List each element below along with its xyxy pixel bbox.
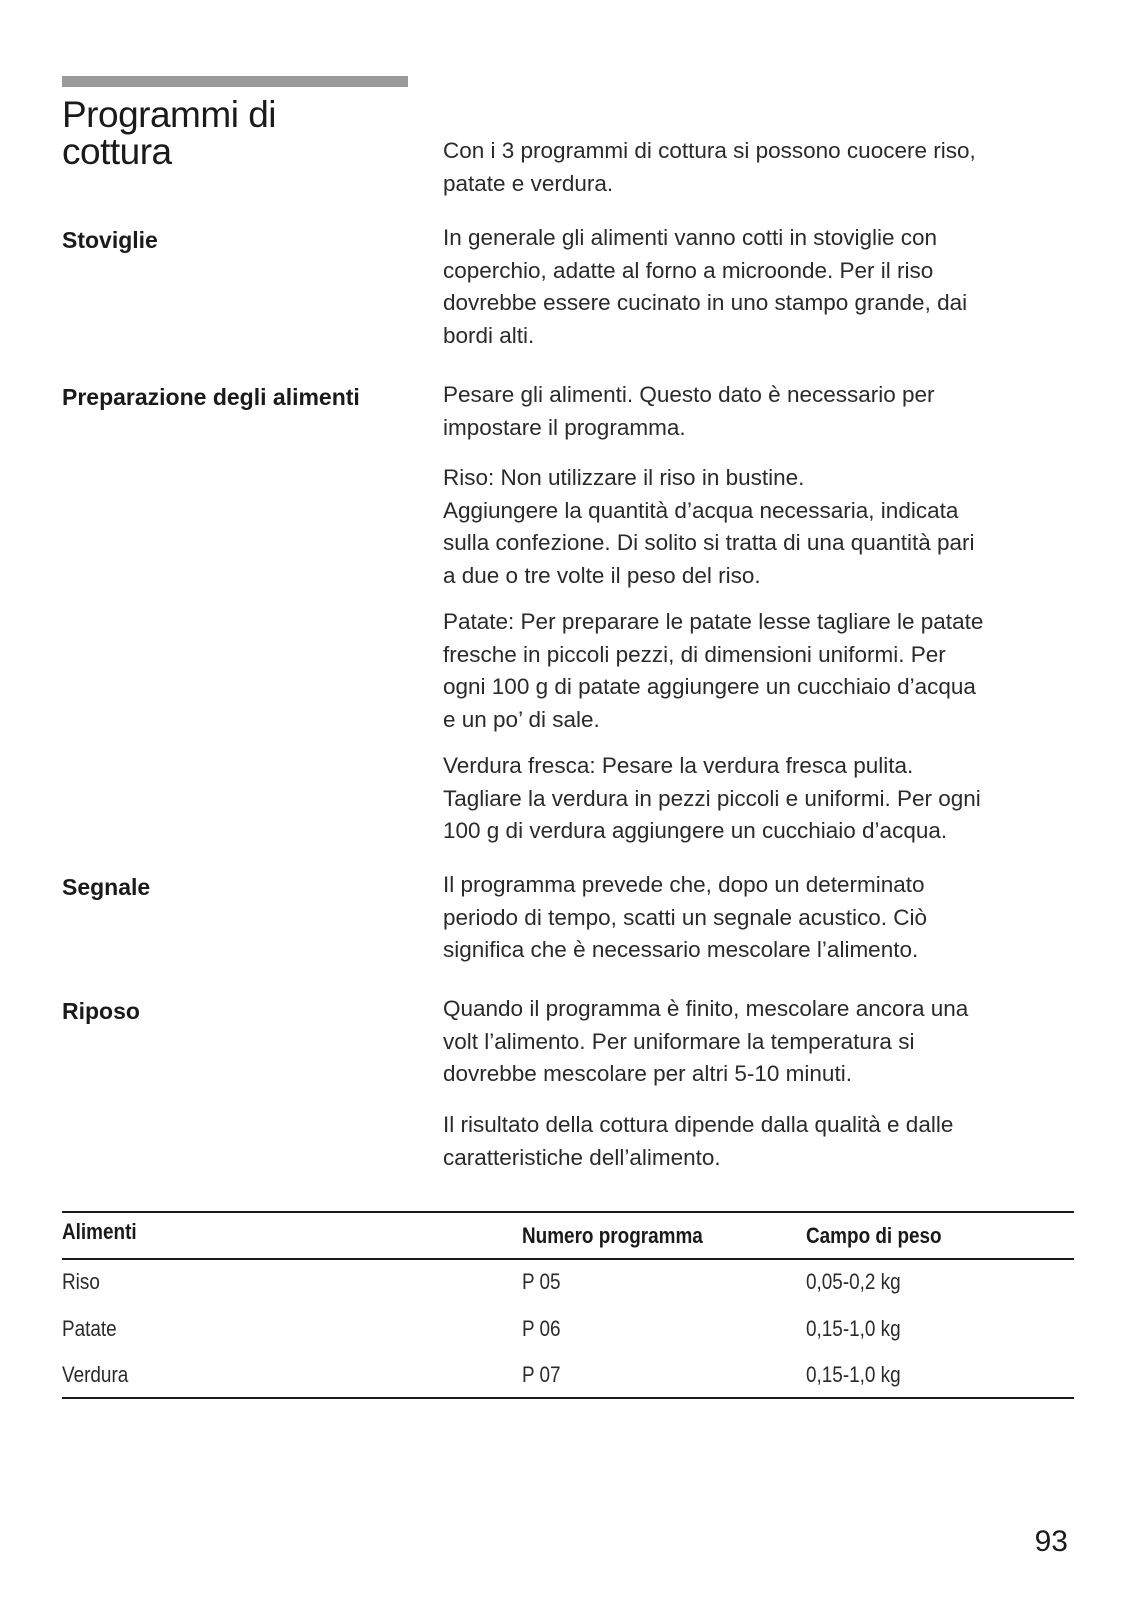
table-cell-peso: 0,05-0,2 kg (806, 1269, 901, 1294)
riposo-text-1: Quando il programma è finito, mescolare ancora una volt l’alimento. Per uniformare la temperatura si dovrebbe mescolare per altri 5-10 minuti. (443, 996, 969, 1086)
table-cell-programma: P 07 (522, 1362, 561, 1387)
riposo-text-2: Il risultato della cottura dipende dalla qualità e dalle caratteristiche dell’alimento. (443, 1112, 954, 1170)
preparazione-text-1: Pesare gli alimenti. Questo dato è necessario per impostare il programma. (443, 382, 935, 440)
label-segnale: Segnale (62, 874, 151, 900)
table-cell-programma: P 05 (522, 1269, 561, 1294)
table-cell-programma: P 06 (522, 1316, 561, 1341)
stoviglie-text: In generale gli alimenti vanno cotti in stoviglie con coperchio, adatte al forno a microonde. Per il riso dovrebbe essere cucinato in uno stampo grande, dai bordi alti. (443, 225, 968, 348)
table-cell-alimento: Patate (62, 1316, 117, 1341)
table-cell-peso: 0,15-1,0 kg (806, 1316, 901, 1341)
table-top-rule (62, 1211, 1074, 1213)
table-cell-peso: 0,15-1,0 kg (806, 1362, 901, 1387)
table-header-alimenti: Alimenti (62, 1219, 137, 1244)
table-bottom-rule (62, 1397, 1074, 1399)
label-stoviglie: Stoviglie (62, 227, 158, 253)
preparazione-text-verdura: Verdura fresca: Pesare la verdura fresca pulita. Tagliare la verdura in pezzi piccoli e uniformi. Per ogni 100 g di verdura aggiungere un cucchiaio d’acqua. (443, 753, 981, 843)
section-top-bar (62, 76, 408, 87)
preparazione-text-riso: Riso: Non utilizzare il riso in bustine. Aggiungere la quantità d’acqua necessaria, indicata sulla confezione. Di solito si tratta di una quantità pari a due o tre volte il peso del riso. (443, 465, 975, 588)
page-title: Programmi di cottura (62, 94, 276, 172)
table-cell-alimento: Riso (62, 1269, 100, 1294)
segnale-text: Il programma prevede che, dopo un determinato periodo di tempo, scatti un segnale acustico. Ciò significa che è necessario mescolare l’alimento. (443, 872, 928, 962)
page-number: 93 (1034, 1525, 1068, 1558)
table-header-rule (62, 1258, 1074, 1260)
table-header-campo: Campo di peso (806, 1223, 942, 1248)
table-header-numero: Numero programma (522, 1223, 703, 1248)
label-riposo: Riposo (62, 998, 140, 1024)
intro-text: Con i 3 programmi di cottura si possono cuocere riso, patate e verdura. (443, 138, 976, 196)
preparazione-text-patate: Patate: Per preparare le patate lesse tagliare le patate fresche in piccoli pezzi, di dimensioni uniformi. Per ogni 100 g di patate aggiungere un cucchiaio d’acqua e un po’ di sale. (443, 609, 984, 732)
label-preparazione: Preparazione degli alimenti (62, 384, 360, 410)
table-cell-alimento: Verdura (62, 1362, 129, 1387)
